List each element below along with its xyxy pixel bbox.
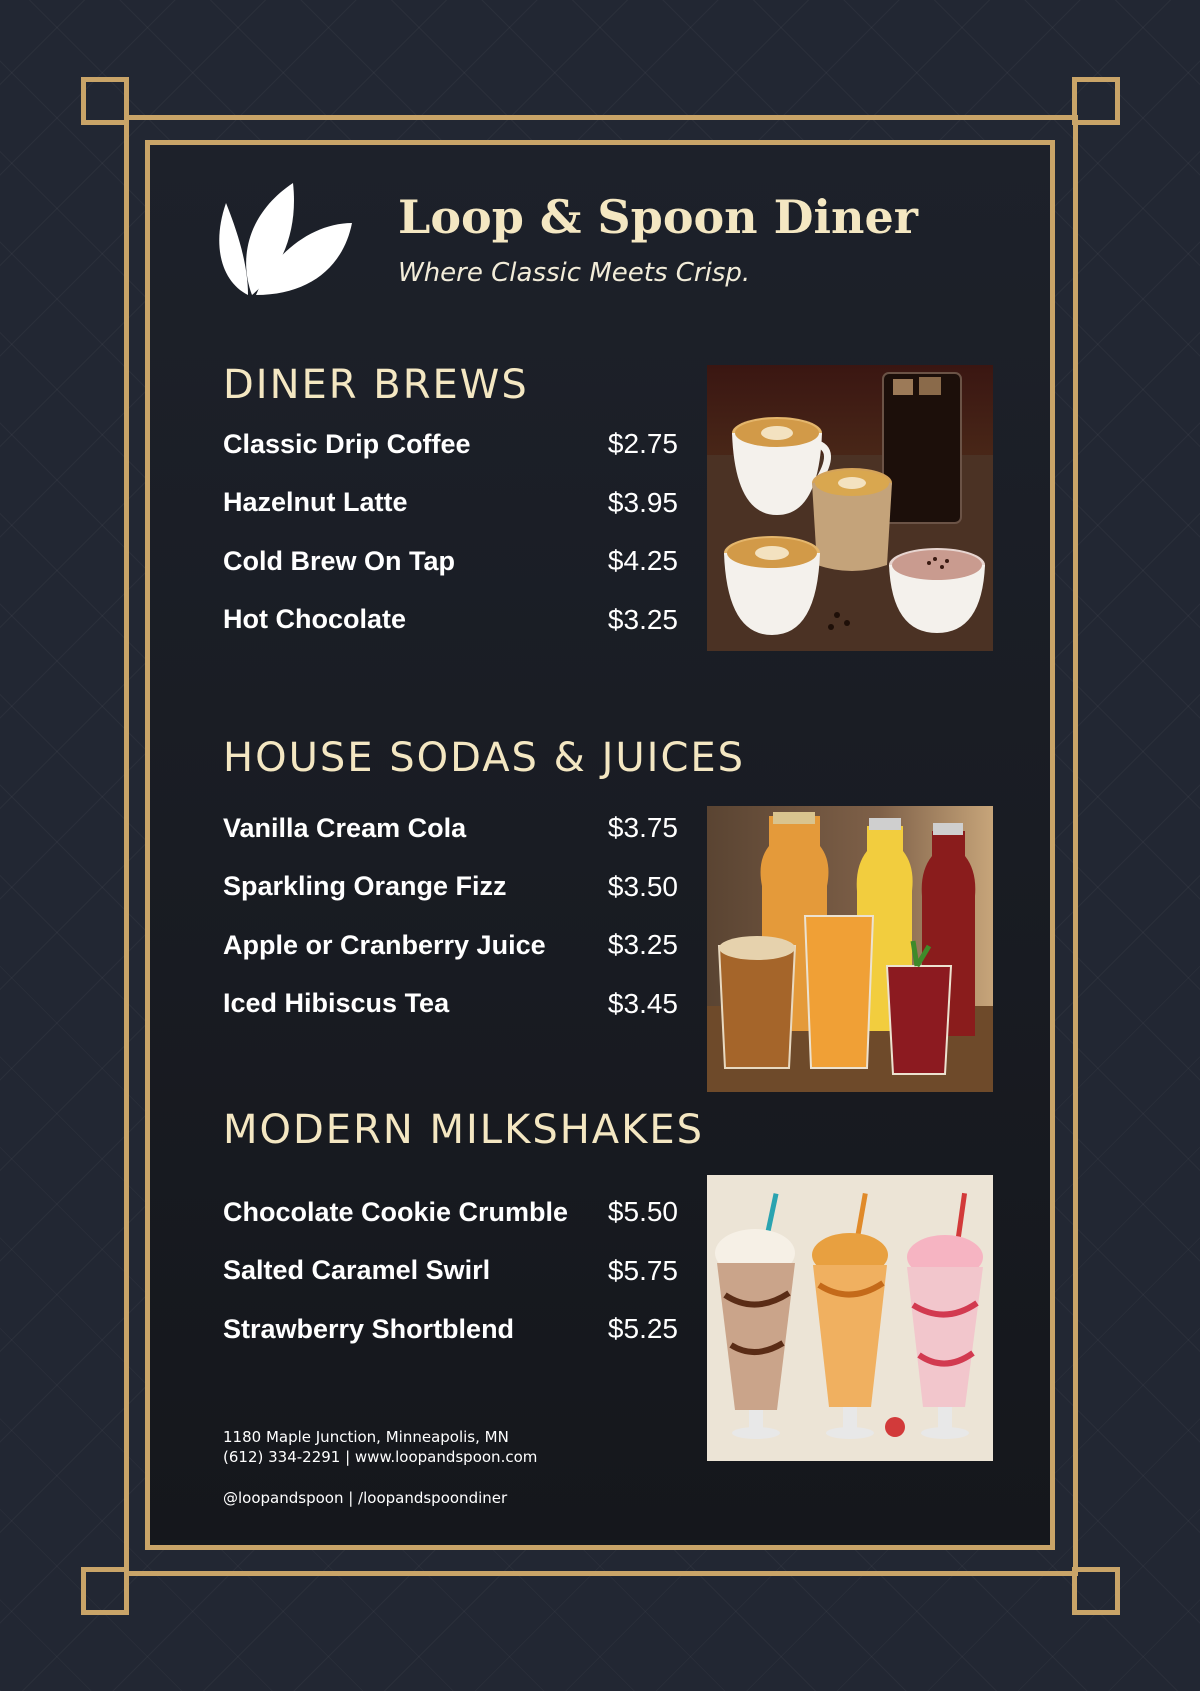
menu-item bbox=[223, 1300, 678, 1359]
milkshakes-photo bbox=[707, 1175, 993, 1461]
menu-item bbox=[223, 916, 678, 975]
item-name: Iced Hibiscus Tea bbox=[223, 988, 450, 1019]
item-name: Vanilla Cream Cola bbox=[223, 812, 467, 843]
restaurant-name: Loop & Spoon Diner bbox=[398, 190, 918, 244]
menu-item bbox=[223, 532, 678, 591]
menu-list-diner-brews bbox=[223, 415, 678, 649]
corner-square-bottom-right bbox=[1072, 1567, 1120, 1615]
menu-list-modern-milkshakes bbox=[223, 1183, 678, 1359]
item-price: $5.25 bbox=[607, 1313, 678, 1345]
item-name: Classic Drip Coffee bbox=[223, 428, 471, 459]
item-price: $5.50 bbox=[607, 1196, 678, 1228]
item-name: Apple or Cranberry Juice bbox=[223, 929, 546, 960]
menu-item bbox=[223, 975, 678, 1034]
item-name: Chocolate Cookie Crumble bbox=[223, 1196, 569, 1227]
section-title-diner-brews: DINER BREWS bbox=[223, 362, 529, 408]
menu-item bbox=[223, 474, 678, 533]
footer-contact: (612) 334-2291 | www.loopandspoon.com bbox=[223, 1448, 538, 1466]
coffee-drinks-photo bbox=[707, 365, 993, 651]
tagline: Where Classic Meets Crisp. bbox=[398, 258, 751, 288]
menu-item bbox=[223, 1183, 678, 1242]
corner-square-top-left bbox=[81, 77, 129, 125]
item-price: $3.95 bbox=[607, 486, 678, 518]
item-price: $3.75 bbox=[607, 812, 678, 844]
item-price: $3.45 bbox=[607, 987, 678, 1019]
item-name: Salted Caramel Swirl bbox=[223, 1255, 491, 1286]
corner-square-bottom-left bbox=[81, 1567, 129, 1615]
footer-social: @loopandspoon | /loopandspoondiner bbox=[223, 1489, 508, 1507]
menu-item bbox=[223, 858, 678, 917]
leaf-logo-icon bbox=[218, 183, 352, 296]
corner-square-top-right bbox=[1072, 77, 1120, 125]
item-name: Hazelnut Latte bbox=[223, 487, 408, 518]
menu-item bbox=[223, 799, 678, 858]
footer-address: 1180 Maple Junction, Minneapolis, MN bbox=[223, 1428, 509, 1446]
sodas-juices-photo bbox=[707, 806, 993, 1092]
menu-item bbox=[223, 591, 678, 650]
menu-list-house-sodas-juices bbox=[223, 799, 678, 1033]
item-name: Hot Chocolate bbox=[223, 604, 407, 635]
item-name: Cold Brew On Tap bbox=[223, 545, 456, 576]
item-price: $2.75 bbox=[607, 428, 678, 460]
item-price: $5.75 bbox=[607, 1254, 678, 1286]
item-price: $3.50 bbox=[607, 870, 678, 902]
menu-item bbox=[223, 1242, 678, 1301]
item-name: Sparkling Orange Fizz bbox=[223, 871, 507, 902]
section-title-modern-milkshakes: MODERN MILKSHAKES bbox=[223, 1107, 705, 1153]
item-price: $4.25 bbox=[607, 545, 678, 577]
item-name: Strawberry Shortblend bbox=[223, 1313, 515, 1344]
section-title-house-sodas-juices: HOUSE SODAS & JUICES bbox=[223, 735, 746, 781]
menu-item bbox=[223, 415, 678, 474]
item-price: $3.25 bbox=[607, 603, 678, 635]
item-price: $3.25 bbox=[607, 929, 678, 961]
